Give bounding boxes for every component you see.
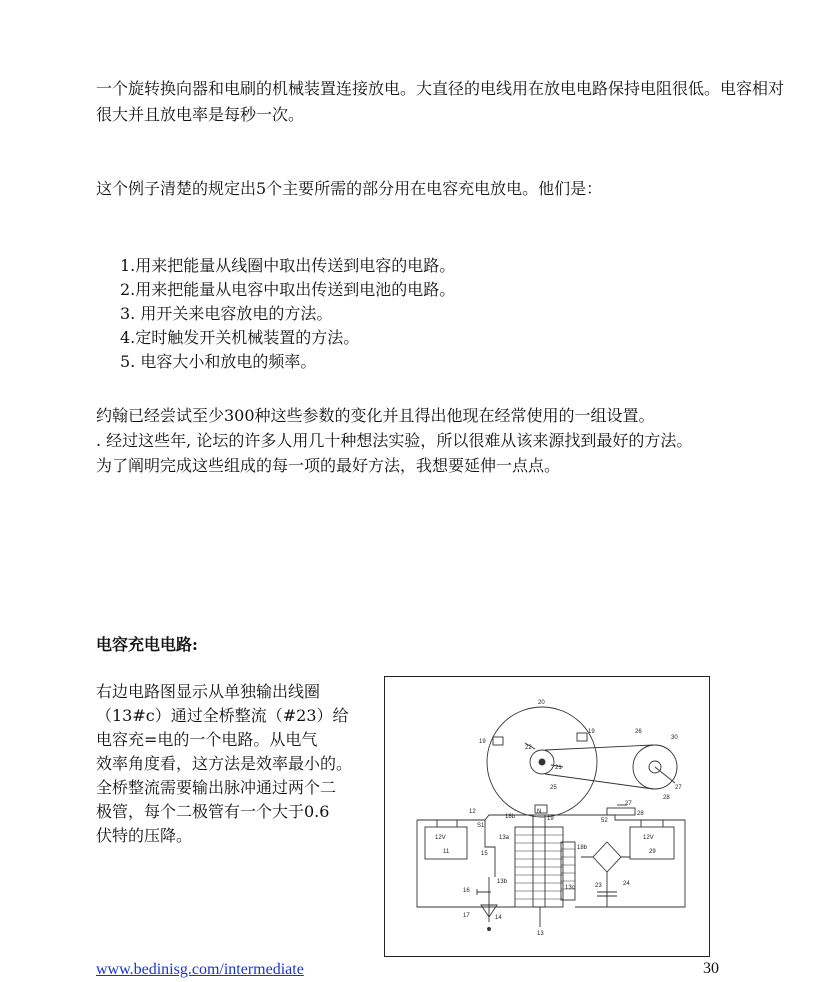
text-line: 伏特的压降。 bbox=[96, 826, 193, 845]
figure-label: 17 bbox=[463, 913, 470, 919]
figure-label: 13 bbox=[537, 931, 544, 937]
figure-label: 24 bbox=[623, 881, 630, 887]
figure-label: 13c bbox=[565, 885, 575, 891]
figure-label: 52 bbox=[601, 818, 608, 824]
list-item: 1.用来把能量从线圈中取出传送到电容的电路。 bbox=[120, 256, 456, 275]
requirements-intro: 这个例子清楚的规定出5个主要所需的部分用在电容充电放电。他们是： bbox=[96, 179, 603, 198]
figure-label: 12V bbox=[643, 835, 654, 841]
figure-label: S1 bbox=[477, 823, 485, 829]
figure-label: 20 bbox=[538, 700, 545, 706]
section-heading: 电容充电电路: bbox=[96, 635, 198, 654]
figure-label: 29 bbox=[649, 849, 656, 855]
figure-label: 13b bbox=[497, 879, 508, 885]
footer-link[interactable]: www.bedinisg.com/intermediate bbox=[96, 961, 304, 978]
figure-label: 18b bbox=[577, 845, 588, 851]
text-line: 电容充=电的一个电路。从电气 bbox=[96, 730, 318, 749]
list-item: 3. 用开关来电容放电的方法。 bbox=[120, 304, 333, 323]
list-item: 2.用来把能量从电容中取出传送到电池的电路。 bbox=[120, 280, 456, 299]
text-line: 右边电路图显示从单独输出线圈 bbox=[96, 682, 321, 701]
figure-label: 22 bbox=[525, 745, 532, 751]
list-item: 4.定时触发开关机械装置的方法。 bbox=[120, 328, 360, 347]
list-item: 5. 电容大小和放电的频率。 bbox=[120, 352, 317, 371]
figure-label: 15 bbox=[481, 851, 488, 857]
figure-label: 19 bbox=[479, 739, 486, 745]
coil-core bbox=[533, 815, 545, 907]
experiments-paragraph bbox=[96, 403, 796, 478]
circuit-description bbox=[96, 680, 392, 848]
figure-label: 27 bbox=[625, 801, 632, 807]
figure-label: 14 bbox=[495, 915, 502, 921]
figure-label: 23 bbox=[595, 883, 602, 889]
figure-label: 27 bbox=[675, 785, 682, 791]
figure-label: 26 bbox=[635, 729, 642, 735]
requirements-list bbox=[120, 254, 455, 374]
figure-label: 18b bbox=[505, 814, 516, 820]
figure-label: 19 bbox=[547, 816, 554, 822]
text-line: . 经过这些年, 论坛的许多人用几十种想法实验，所以很难从该来源找到最好的方法。 bbox=[96, 431, 693, 450]
text-line: （13#c）通过全桥整流（#23）给 bbox=[96, 706, 349, 725]
text-line: 约翰已经尝试至少300种这些参数的变化并且得出他现在经常使用的一组设置。 bbox=[96, 406, 655, 425]
text-line: 全桥整流需要输出脉冲通过两个二 bbox=[96, 778, 337, 797]
magnet bbox=[493, 737, 503, 745]
figure-label: 11 bbox=[443, 849, 450, 855]
text-line: 极管，每个二极管有一个大于0.6 bbox=[96, 802, 330, 821]
figure-label: 21 bbox=[555, 765, 562, 771]
figure-label: 25 bbox=[550, 785, 557, 791]
bridge-rectifier bbox=[593, 842, 621, 872]
figure-label: 28 bbox=[637, 811, 644, 817]
figure-label: 28 bbox=[663, 795, 670, 801]
figure-label: N bbox=[537, 809, 542, 815]
magnet bbox=[577, 733, 587, 741]
text-line: 效率角度看，这方法是效率最小的。 bbox=[96, 754, 353, 773]
page-number: 30 bbox=[703, 960, 719, 977]
figure-label: 13a bbox=[499, 835, 510, 841]
text-line: 为了阐明完成这些组成的每一项的最好方法，我想要延伸一点点。 bbox=[96, 456, 561, 475]
figure-label: 30 bbox=[671, 735, 678, 741]
circuit-diagram bbox=[385, 677, 711, 958]
figure-label: 19 bbox=[588, 729, 595, 735]
figure-label: 12V bbox=[435, 835, 446, 841]
figure-label: 12 bbox=[469, 809, 476, 815]
intro-paragraph: 一个旋转换向器和电刷的机械装置连接放电。大直径的电线用在放电电路保持电阻很低。电容相对很大并且放电率是每秒一次。 bbox=[96, 79, 785, 124]
figure-label: 16 bbox=[463, 888, 470, 894]
circuit-diagram-figure bbox=[384, 676, 710, 957]
